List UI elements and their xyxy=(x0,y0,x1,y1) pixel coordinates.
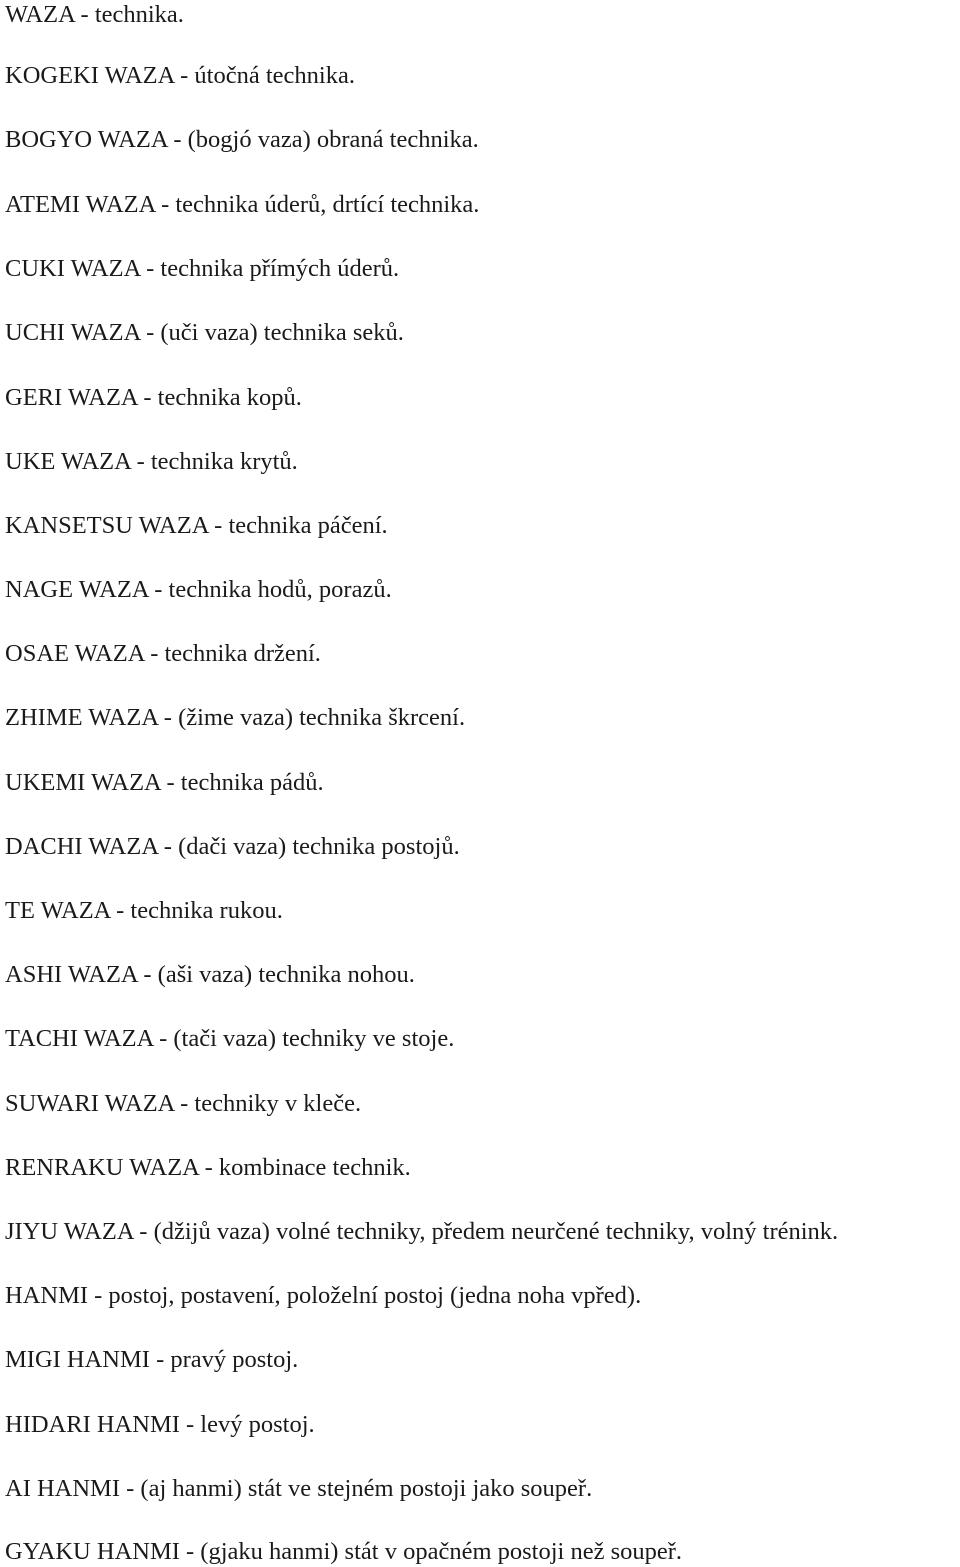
term-line-suwari-waza: SUWARI WAZA - techniky v kleče. xyxy=(5,1090,362,1117)
term-line-uchi-waza: UCHI WAZA - (uči vaza) technika seků. xyxy=(5,319,404,346)
term-line-ukemi-waza: UKEMI WAZA - technika pádů. xyxy=(5,769,324,796)
term-line-dachi-waza: DACHI WAZA - (dači vaza) technika postojů. xyxy=(5,833,460,860)
term-line-waza: WAZA - technika. xyxy=(5,1,184,28)
term-line-jiyu-waza: JIYU WAZA - (džijů vaza) volné techniky, předem neurčené techniky, volný trénink. xyxy=(5,1218,839,1245)
term-line-kogeki-waza: KOGEKI WAZA - útočná technika. xyxy=(5,62,355,89)
term-line-te-waza: TE WAZA - technika rukou. xyxy=(5,897,283,924)
term-line-atemi-waza: ATEMI WAZA - technika úderů, drtící technika. xyxy=(5,191,480,218)
term-line-gyaku-hanmi: GYAKU HANMI - (gjaku hanmi) stát v opačném postoji než soupeř. xyxy=(5,1538,683,1565)
term-line-hidari-hanmi: HIDARI HANMI - levý postoj. xyxy=(5,1411,315,1438)
term-line-tachi-waza: TACHI WAZA - (tači vaza) techniky ve stoje. xyxy=(5,1025,455,1052)
term-line-bogyo-waza: BOGYO WAZA - (bogjó vaza) obraná technika. xyxy=(5,126,479,153)
term-line-osae-waza: OSAE WAZA - technika držení. xyxy=(5,640,321,667)
term-line-uke-waza: UKE WAZA - technika krytů. xyxy=(5,448,298,475)
term-line-zhime-waza: ZHIME WAZA - (žime vaza) technika škrcení. xyxy=(5,704,466,731)
term-line-ashi-waza: ASHI WAZA - (aši vaza) technika nohou. xyxy=(5,961,415,988)
term-line-geri-waza: GERI WAZA - technika kopů. xyxy=(5,384,302,411)
term-line-hanmi: HANMI - postoj, postavení, položelní postoj (jedna noha vpřed). xyxy=(5,1282,642,1309)
term-line-renraku-waza: RENRAKU WAZA - kombinace technik. xyxy=(5,1154,411,1181)
term-line-ai-hanmi: AI HANMI - (aj hanmi) stát ve stejném postoji jako soupeř. xyxy=(5,1475,593,1502)
term-line-cuki-waza: CUKI WAZA - technika přímých úderů. xyxy=(5,255,400,282)
term-line-kansetsu-waza: KANSETSU WAZA - technika páčení. xyxy=(5,512,388,539)
term-line-migi-hanmi: MIGI HANMI - pravý postoj. xyxy=(5,1346,299,1373)
term-line-nage-waza: NAGE WAZA - technika hodů, porazů. xyxy=(5,576,392,603)
